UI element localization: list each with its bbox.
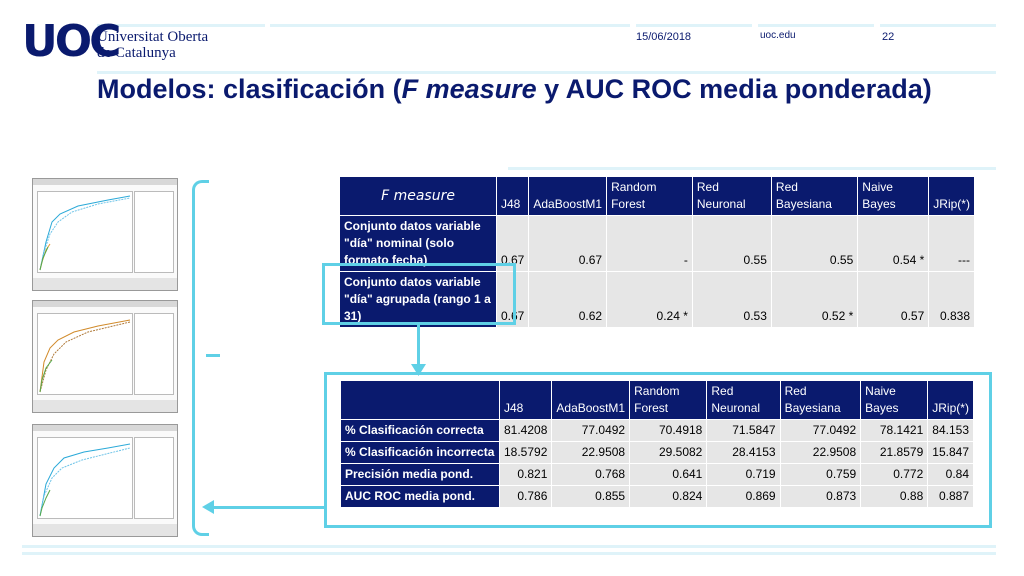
row-highlight-box [322,263,516,325]
table-cell: 77.0492 [780,420,861,442]
table-cell: 0.53 [692,272,771,328]
bracket-to-table1-connector [206,354,220,357]
uoc-logo: UOC [22,16,119,67]
table-cell: 0.52 * [771,272,857,328]
roc-plot-image [37,191,133,273]
table-cell: 0.824 [630,486,707,508]
table-row [341,442,974,464]
table2-col-header: AdaBoostM1 [552,381,630,420]
table-cell: --- [929,216,975,272]
table-cell: 0.786 [500,486,552,508]
table-cell: 0.855 [552,486,630,508]
table-cell: 0.887 [928,486,974,508]
roc-plot-image [37,313,133,395]
page-number: 22 [882,31,895,43]
highlight-down-connector [417,322,420,366]
table-cell: 71.5847 [707,420,780,442]
header-top-rule-2 [270,24,630,27]
roc-thumbnail-1 [32,178,178,291]
table1-col-header: Naive Bayes [858,177,929,216]
table-cell: 70.4918 [630,420,707,442]
table-cell: 81.4208 [500,420,552,442]
roc-plot-image [37,437,133,519]
table-cell: 0.869 [707,486,780,508]
table-cell: 18.5792 [500,442,552,464]
table-row [341,464,974,486]
table1-col-header: Red Bayesiana [771,177,857,216]
table2-row-label: % Clasificación correcta [341,420,500,442]
roc-thumbnail-2 [32,300,178,413]
table2-row-label: % Clasificación incorrecta [341,442,500,464]
table-cell: 0.67 [529,216,607,272]
table2-col-header: Red Neuronal [707,381,780,420]
table-cell: 0.821 [500,464,552,486]
slide-date: 15/06/2018 [636,31,692,43]
table2-row-label: AUC ROC media pond. [341,486,500,508]
table1-col-header: AdaBoostM1 [529,177,607,216]
table-row [341,486,974,508]
table1-col-header: JRip(*) [929,177,975,216]
thumbnail-bracket [192,180,209,536]
table-cell: 0.641 [630,464,707,486]
table1-col-header: J48 [497,177,529,216]
table2-return-connector [212,506,324,509]
table-cell: 21.8579 [861,442,928,464]
table1-corner: F measure [340,177,497,216]
table-cell: 0.772 [861,464,928,486]
table1-header-row [340,177,975,216]
table-cell: 0.759 [780,464,861,486]
page-title [97,74,932,105]
table-cell: 0.55 [771,216,857,272]
table-cell: 0.84 [928,464,974,486]
roc-thumbnail-3 [32,424,178,537]
table-cell: 0.67 [497,216,529,272]
institution-line-1: Universitat Oberta [97,29,209,45]
table2-col-header: J48 [500,381,552,420]
table-cell: 78.1421 [861,420,928,442]
table-cell: 0.24 * [607,272,693,328]
header-top-rule-3 [636,24,752,27]
table1-row-label: Conjunto datos variable "día" nominal (solo formato fecha) [340,216,497,272]
title-suffix: y AUC ROC media ponderada) [536,74,932,104]
table1-col-header: Random Forest [607,177,693,216]
table1-row-label: Conjunto datos variable "día" agrupada (rango 1 a 31) [340,272,497,328]
table-cell: 0.62 [529,272,607,328]
institution-line-2: de Catalunya [97,45,176,61]
header-top-rule-4 [758,24,874,27]
table-cell: 15.847 [928,442,974,464]
table-cell: 28.4153 [707,442,780,464]
table-cell: 0.873 [780,486,861,508]
table-cell: 0.67 [497,272,529,328]
arrow-left-icon [202,500,216,514]
title-prefix: Modelos: clasificación ( [97,74,402,104]
table-cell: 0.838 [929,272,975,328]
table-cell: - [607,216,693,272]
table2-corner [341,381,500,420]
footer-rule-2 [22,552,996,555]
table2-col-header: Naive Bayes [861,381,928,420]
table-cell: 29.5082 [630,442,707,464]
table2-col-header: Red Bayesiana [780,381,861,420]
table-cell: 0.88 [861,486,928,508]
table-row [341,420,974,442]
header-top-rule-5 [880,24,996,27]
table-cell: 0.768 [552,464,630,486]
table-cell: 77.0492 [552,420,630,442]
header-top-rule-1 [97,24,265,27]
table2-row-label: Precisión media pond. [341,464,500,486]
table2-col-header: Random Forest [630,381,707,420]
table-cell: 22.9508 [780,442,861,464]
table-cell: 0.54 * [858,216,929,272]
table-cell: 0.719 [707,464,780,486]
table-cell: 0.55 [692,216,771,272]
table-cell: 84.153 [928,420,974,442]
classification-metrics-table [340,380,974,508]
site-url: uoc.edu [760,30,796,41]
table1-col-header: Red Neuronal [692,177,771,216]
table2-header-row [341,381,974,420]
mid-rule [508,167,996,170]
institution-name [97,29,208,61]
table-cell: 22.9508 [552,442,630,464]
footer-rule-1 [22,545,996,548]
table-cell: 0.57 [858,272,929,328]
title-italic: F measure [401,74,537,104]
table2-col-header: JRip(*) [928,381,974,420]
